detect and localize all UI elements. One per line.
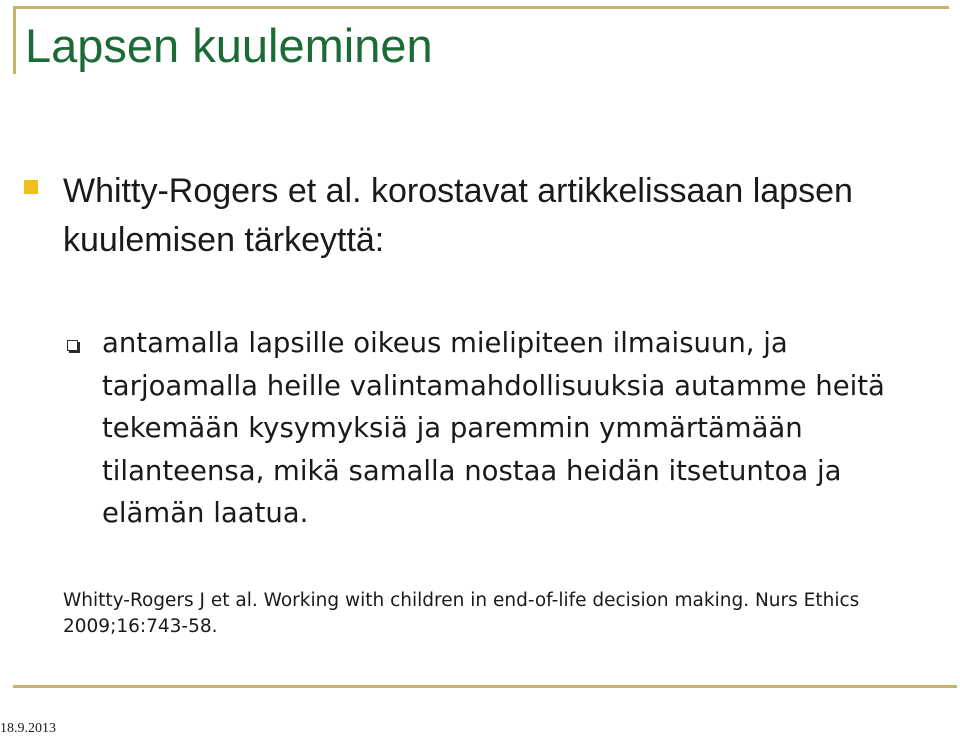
bottom-rule	[13, 685, 957, 688]
left-accent-bar	[13, 6, 16, 74]
intro-text: Whitty-Rogers et al. korostavat artikkelissaan lapsen kuulemisen tärkeyttä:	[63, 172, 853, 259]
slide-date: 18.9.2013	[0, 721, 56, 736]
top-rule	[13, 6, 949, 9]
sub-point-text: antamalla lapsille oikeus mielipiteen ilmaisuun, ja tarjoamalla heille valintamahdollisuuksia autamme heitä tekemään kysymyksiä ja paremmin ymmärtämään tilanteensa, mikä samalla nostaa heidän itsetuntoa ja elämän laatua.	[102, 327, 885, 529]
reference-citation: Whitty-Rogers J et al. Working with children in end-of-life decision making. Nurs Ethics 2009;16:743-58.	[63, 590, 860, 637]
square-bullet-icon	[24, 180, 38, 194]
checkbox-bullet-icon	[67, 340, 78, 351]
slide-title: Lapsen kuuleminen	[25, 19, 433, 72]
